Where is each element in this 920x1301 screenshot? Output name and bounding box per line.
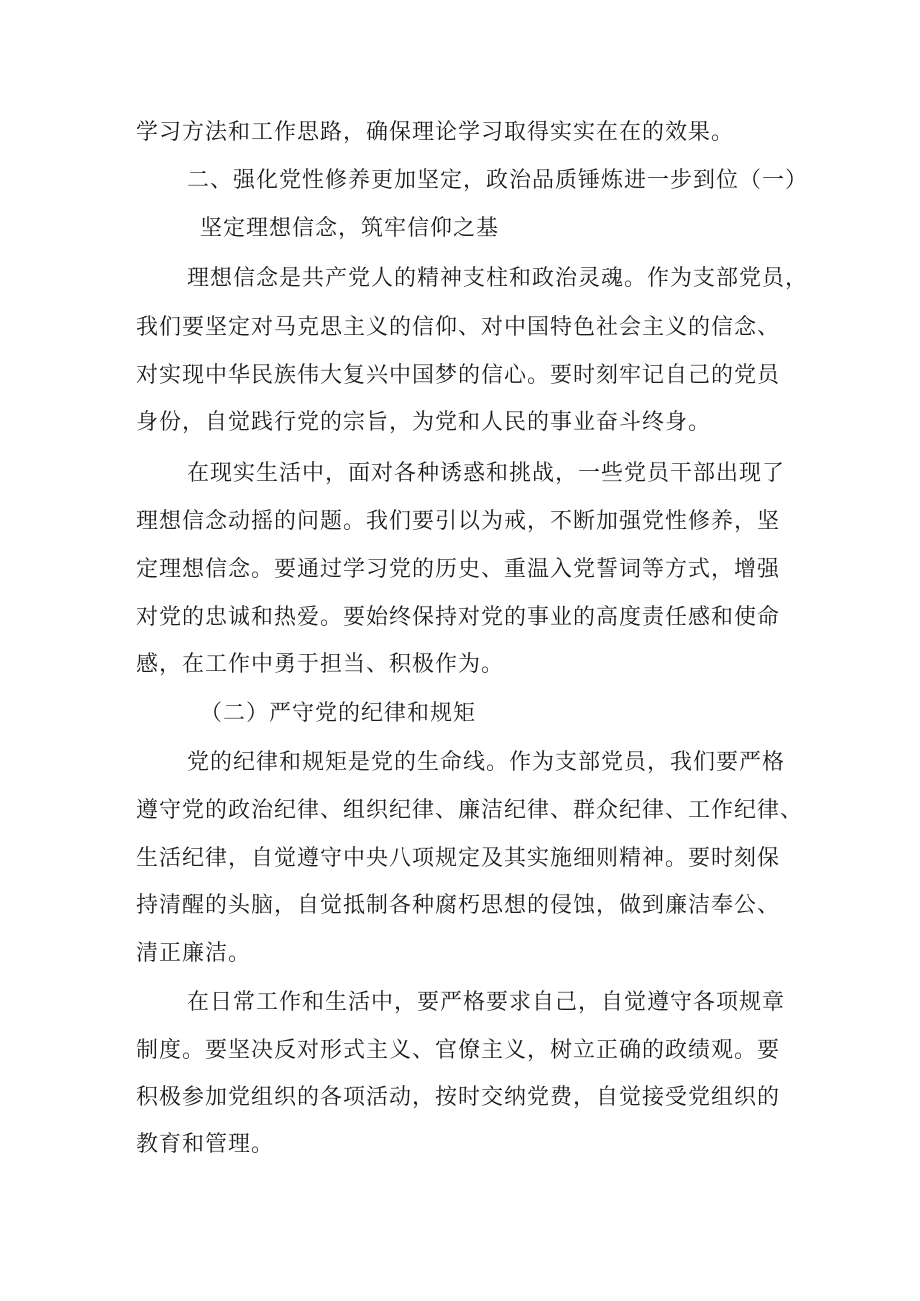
text-line: 持清醒的头脑，自觉抵制各种腐朽思想的侵蚀，做到廉洁奉公、	[136, 893, 781, 918]
subsection-heading: 坚定理想信念，筑牢信仰之基	[200, 216, 500, 241]
text-line: 在现实生活中，面对各种诱惑和挑战，一些党员干部出现了	[187, 461, 786, 486]
text-line: 理想信念动摇的问题。我们要引以为戒，不断加强党性修养，坚	[136, 509, 781, 534]
text-line: 制度。要坚决反对形式主义、官僚主义，树立正确的政绩观。要	[136, 1038, 781, 1063]
text-line: 我们要坚定对马克思主义的信仰、对中国特色社会主义的信念、	[136, 315, 781, 340]
text-line: 感，在工作中勇于担当、积极作为。	[136, 652, 505, 677]
text-line: 学习方法和工作思路，确保理论学习取得实实在在的效果。	[136, 120, 735, 145]
text-line: 身份，自觉践行党的宗旨，为党和人民的事业奋斗终身。	[136, 410, 712, 435]
text-line: 清正廉洁。	[136, 941, 252, 966]
subsection-heading: （二）严守党的纪律和规矩	[200, 701, 477, 726]
section-heading: 二、强化党性修养更加坚定，政治品质锤炼进一步到位（一）	[187, 168, 809, 193]
text-line: 党的纪律和规矩是党的生命线。作为支部党员，我们要严格	[187, 750, 786, 775]
text-line: 教育和管理。	[136, 1132, 275, 1157]
text-line: 积极参加党组织的各项活动，按时交纳党费，自觉接受党组织的	[136, 1085, 781, 1110]
text-line: 对党的忠诚和热爱。要始终保持对党的事业的高度责任感和使命	[136, 605, 781, 630]
text-line: 遵守党的政治纪律、组织纪律、廉洁纪律、群众纪律、工作纪律、	[136, 798, 804, 823]
text-line: 理想信念是共产党人的精神支柱和政治灵魂。作为支部党员，	[187, 266, 809, 291]
text-line: 在日常工作和生活中，要严格要求自己，自觉遵守各项规章	[187, 990, 786, 1015]
text-line: 对实现中华民族伟大复兴中国梦的信心。要时刻牢记自己的党员	[136, 363, 781, 388]
text-line: 定理想信念。要通过学习党的历史、重温入党誓词等方式，增强	[136, 557, 781, 582]
text-line: 生活纪律，自觉遵守中央八项规定及其实施细则精神。要时刻保	[136, 846, 781, 871]
